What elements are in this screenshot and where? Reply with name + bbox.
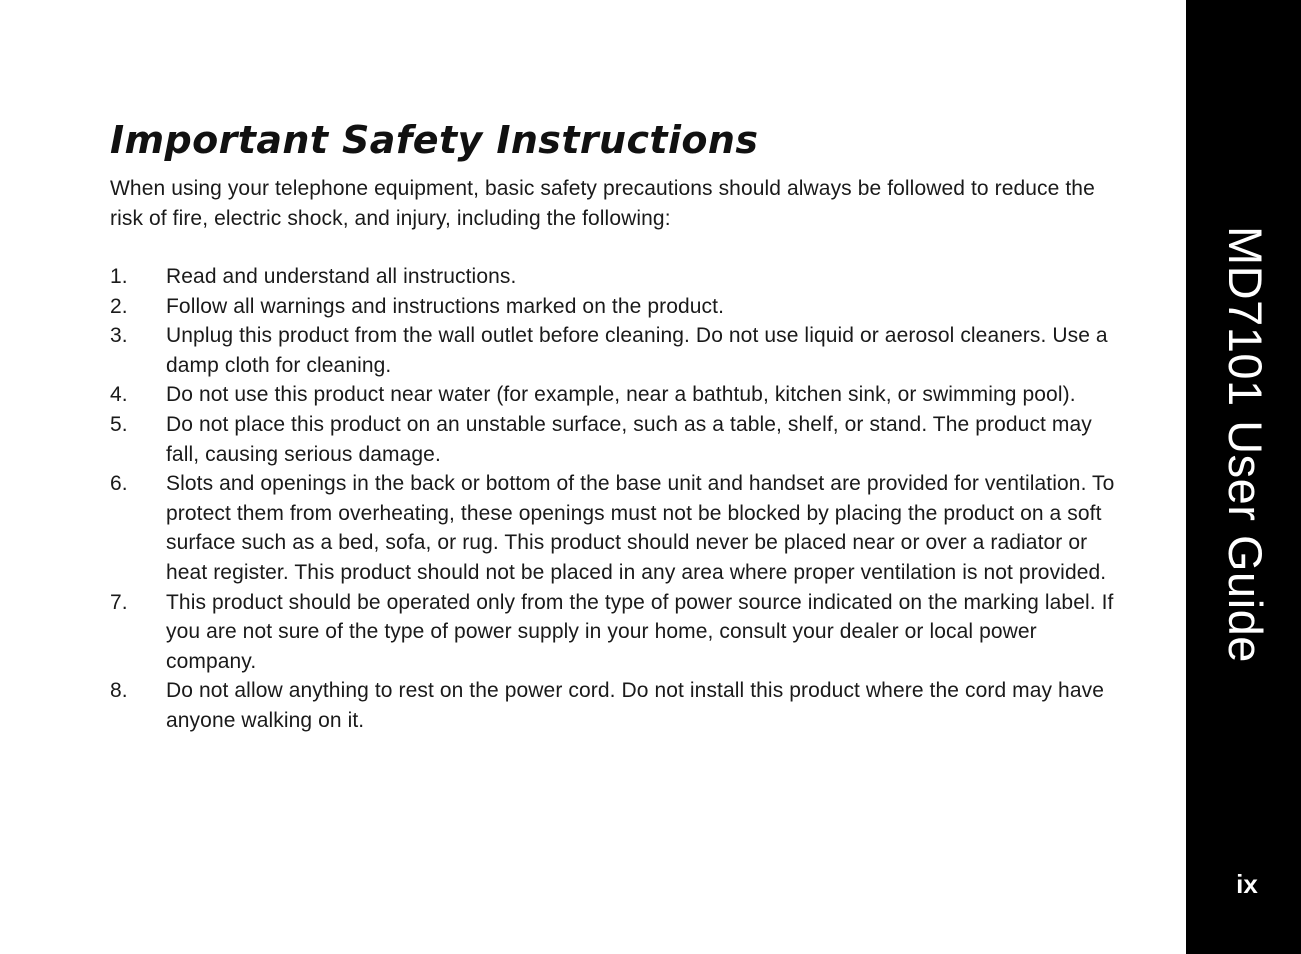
list-item: [110, 321, 1120, 380]
intro-paragraph: When using your telephone equipment, basic safety precautions should always be followed to reduce the risk of fire, electric shock, and injury, including the following:: [110, 177, 1095, 230]
list-item: [110, 676, 1120, 735]
list-item-text: Do not allow anything to rest on the power cord. Do not install this product where the cord may have anyone walking on it.: [166, 679, 1104, 732]
side-tab-title: MD7101 User Guide: [1219, 226, 1272, 663]
list-item: [110, 292, 1120, 322]
list-item-number: 8.: [110, 679, 128, 703]
list-item: [110, 410, 1120, 469]
instructions-list: [110, 262, 1120, 736]
list-item-text: Follow all warnings and instructions marked on the product.: [166, 294, 725, 318]
page-number: ix: [1236, 869, 1258, 899]
list-item-number: 2.: [110, 294, 128, 318]
list-item: [110, 380, 1120, 410]
list-item-text: This product should be operated only from the type of power source indicated on the marking label. If you are not sure of the type of power supply in your home, consult your dealer or local power company.: [166, 590, 1114, 673]
list-item: [110, 588, 1120, 677]
list-item-number: 6.: [110, 472, 128, 496]
list-item-number: 7.: [110, 590, 128, 614]
page-content: [110, 116, 1120, 736]
page-title: Important Safety Instructions: [110, 118, 759, 162]
list-item-text: Read and understand all instructions.: [166, 265, 517, 288]
list-item-number: 5.: [110, 412, 128, 436]
list-item: [110, 469, 1120, 587]
list-item: [110, 262, 1120, 292]
list-item-text: Do not use this product near water (for example, near a bathtub, kitchen sink, or swimming pool).: [166, 383, 1076, 407]
list-item-text: Unplug this product from the wall outlet before cleaning. Do not use liquid or aerosol cleaners. Use a damp cloth for cleaning.: [166, 324, 1108, 377]
list-item-number: 1.: [110, 265, 128, 288]
list-item-number: 3.: [110, 324, 128, 348]
list-item-text: Slots and openings in the back or bottom of the base unit and handset are provided for ventilation. To protect them from overheating, these openings must not be blocked by placing the product on a soft surface such as a bed, sofa, or rug. This product should never be placed near or over a radiator or heat register. This product should not be placed in any area where proper ventilation is not provided.: [166, 472, 1115, 584]
list-item-number: 4.: [110, 383, 128, 407]
list-item-text: Do not place this product on an unstable surface, such as a table, shelf, or stand. The product may fall, causing serious damage.: [166, 412, 1092, 466]
